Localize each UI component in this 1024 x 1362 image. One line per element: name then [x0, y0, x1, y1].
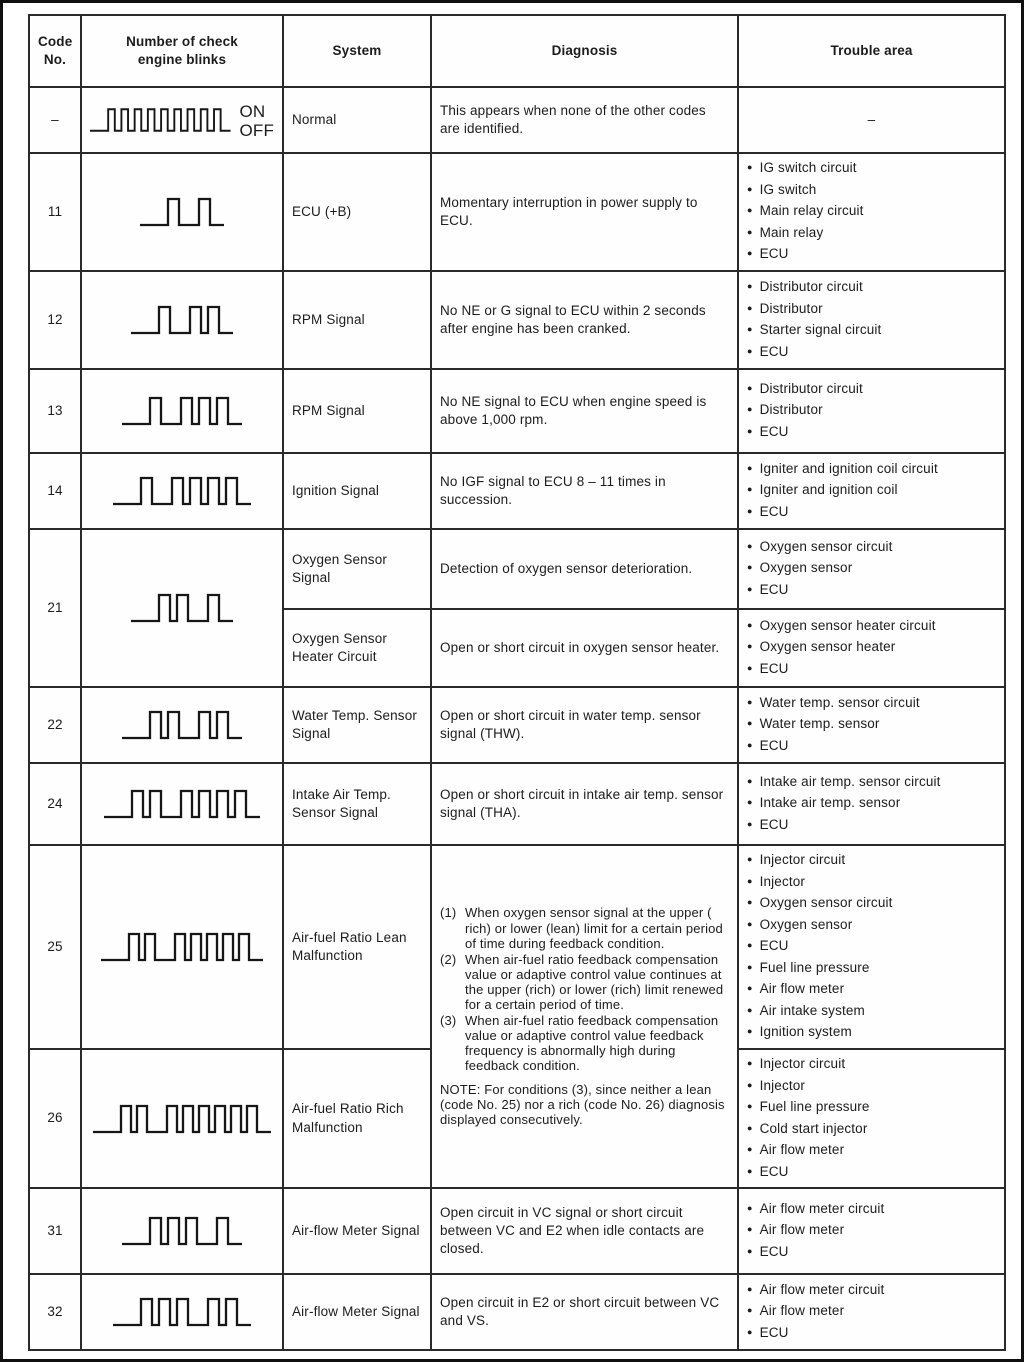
table-row-code-14	[29, 453, 1005, 529]
trouble-item: ● Injector	[747, 873, 806, 889]
trouble-area-cell	[738, 369, 1005, 453]
trouble-item: ● Water temp. sensor	[747, 716, 880, 732]
pulse-waveform-svg	[131, 591, 233, 625]
blink-pattern-cell	[81, 87, 283, 153]
blink-pattern-cell	[81, 369, 283, 453]
on-label: ON	[239, 101, 266, 121]
blink-waveform	[90, 1102, 274, 1136]
on-off-labels	[240, 102, 274, 139]
blink-waveform	[90, 195, 274, 229]
diagnosis-cell: Momentary interruption in power supply to ECU.	[431, 153, 738, 271]
pulse-waveform-svg	[131, 303, 233, 337]
table-row-code-11	[29, 153, 1005, 271]
system-cell: Intake Air Temp. Sensor Signal	[283, 763, 431, 845]
trouble-item: ● Intake air temp. sensor circuit	[747, 773, 941, 789]
header-system: System	[283, 15, 431, 87]
table-row-code-13	[29, 369, 1005, 453]
system-cell: Oxygen Sensor Heater Circuit	[283, 609, 431, 687]
blink-waveform	[90, 474, 274, 508]
code-cell: 26	[29, 1049, 81, 1188]
pulse-waveform-svg	[101, 930, 263, 964]
diagnosis-condition-item: (1) When oxygen sensor signal at the upper ( rich) or lower (lean) limit for a certain period of time during feedback condition.	[440, 905, 723, 951]
diagnosis-cell: Detection of oxygen sensor deterioration.	[431, 529, 738, 609]
trouble-area-cell	[738, 153, 1005, 271]
diagnostic-trouble-code-table	[28, 14, 1006, 1351]
system-cell: ECU (+B)	[283, 153, 431, 271]
blink-waveform	[90, 787, 274, 821]
system-cell: RPM Signal	[283, 271, 431, 369]
trouble-item: ● ECU	[747, 1324, 789, 1340]
blink-waveform	[90, 1214, 274, 1248]
diagnosis-cell: No NE or G signal to ECU within 2 seconds after engine has been cranked.	[431, 271, 738, 369]
trouble-item: ● Air intake system	[747, 1002, 865, 1018]
system-cell: Air-fuel Ratio Rich Malfunction	[283, 1049, 431, 1188]
system-cell: RPM Signal	[283, 369, 431, 453]
blink-pattern-cell	[81, 687, 283, 763]
pulse-waveform-svg	[140, 195, 224, 229]
trouble-item: ● Main relay	[747, 224, 824, 240]
diagnostic-code-table-page	[3, 3, 1021, 1351]
trouble-item: ● ECU	[747, 1163, 789, 1179]
blink-waveform	[90, 930, 274, 964]
system-cell: Normal	[283, 87, 431, 153]
system-cell: Ignition Signal	[283, 453, 431, 529]
header-row	[29, 15, 1005, 87]
diagnosis-cell: Open circuit in VC signal or short circuit between VC and E2 when idle contacts are closed.	[431, 1188, 738, 1274]
trouble-area-cell	[738, 1049, 1005, 1188]
diagnosis-condition-item: (2) When air-fuel ratio feedback compensation value or adaptive control value continues at the upper (rich) or lower (rich) limit renewed for a certain period of time.	[440, 951, 724, 1012]
system-cell: Air-flow Meter Signal	[283, 1188, 431, 1274]
trouble-item: ● Oxygen sensor heater circuit	[747, 617, 936, 633]
trouble-item: ● Main relay circuit	[747, 203, 864, 219]
trouble-area-cell	[738, 845, 1005, 1049]
trouble-item: ● Intake air temp. sensor	[747, 795, 901, 811]
code-cell: 25	[29, 845, 81, 1049]
blink-waveform	[90, 1295, 274, 1329]
trouble-area-cell	[738, 609, 1005, 687]
code-cell: 14	[29, 453, 81, 529]
blink-pattern-cell	[81, 153, 283, 271]
diagnosis-cell: Open circuit in E2 or short circuit between VC and VS.	[431, 1274, 738, 1350]
trouble-area-cell	[738, 453, 1005, 529]
trouble-area-cell: –	[738, 87, 1005, 153]
blink-waveform	[90, 591, 274, 625]
code-cell: 13	[29, 369, 81, 453]
diagnosis-conditions-list	[440, 905, 729, 1073]
trouble-item: ● Distributor circuit	[747, 380, 863, 396]
diagnosis-cell: Open or short circuit in water temp. sensor signal (THW).	[431, 687, 738, 763]
trouble-item: ● Injector circuit	[747, 1056, 846, 1071]
trouble-item: ● Igniter and ignition coil circuit	[747, 460, 938, 476]
code-cell: 32	[29, 1274, 81, 1350]
trouble-item: ● ECU	[747, 343, 789, 359]
diagnosis-cell: Open or short circuit in intake air temp. sensor signal (THA).	[431, 763, 738, 845]
code-cell: –	[29, 87, 81, 153]
table-row-code-21-oxygen-sensor	[29, 529, 1005, 609]
trouble-item: ● IG switch	[747, 181, 817, 197]
trouble-item: ● Oxygen sensor heater	[747, 639, 896, 655]
blink-pattern-cell	[81, 845, 283, 1049]
trouble-item: ● Distributor	[747, 402, 823, 418]
trouble-item: ● ECU	[747, 581, 789, 597]
trouble-item: ● Ignition system	[747, 1024, 852, 1039]
code-cell: 11	[29, 153, 81, 271]
system-cell: Water Temp. Sensor Signal	[283, 687, 431, 763]
diagnosis-cell-merged	[431, 845, 738, 1188]
table-row-normal	[29, 87, 1005, 153]
trouble-item: ● Air flow meter	[747, 981, 845, 996]
trouble-item: ● ECU	[747, 1243, 789, 1259]
diagnosis-cell: No NE signal to ECU when engine speed is above 1,000 rpm.	[431, 369, 738, 453]
header-blinks: Number of check engine blinks	[81, 15, 283, 87]
trouble-item: ● Air flow meter	[747, 1222, 845, 1238]
trouble-item: ● Distributor circuit	[747, 279, 863, 294]
blink-pattern-cell	[81, 763, 283, 845]
trouble-item: ● Oxygen sensor circuit	[747, 895, 893, 910]
blink-pattern-cell	[81, 1188, 283, 1274]
blink-pattern-cell	[81, 529, 283, 687]
trouble-item: ● ECU	[747, 938, 789, 953]
diagnosis-cell: Open or short circuit in oxygen sensor heater.	[431, 609, 738, 687]
diagnosis-note: NOTE: For conditions (3), since neither a lean (code No. 25) nor a rich (code No. 26) diagnosis displayed consecutively.	[440, 1082, 725, 1128]
code-cell: 21	[29, 529, 81, 687]
system-cell: Air-flow Meter Signal	[283, 1274, 431, 1350]
trouble-item: ● Oxygen sensor	[747, 916, 853, 932]
header-code-no: Code No.	[29, 15, 81, 87]
trouble-area-cell	[738, 1274, 1005, 1350]
trouble-item: ● Oxygen sensor circuit	[747, 538, 893, 554]
blink-waveform	[90, 102, 274, 139]
header-trouble-area: Trouble area	[738, 15, 1005, 87]
table-row-code-12	[29, 271, 1005, 369]
trouble-area-cell	[738, 687, 1005, 763]
trouble-item: ● ECU	[747, 423, 789, 439]
pulse-waveform-svg	[122, 394, 242, 428]
trouble-item: ● Injector circuit	[747, 852, 846, 867]
trouble-item: ● Fuel line pressure	[747, 959, 870, 975]
trouble-area-cell	[738, 271, 1005, 369]
pulse-waveform-svg	[113, 1295, 251, 1329]
pulse-waveform-svg	[122, 1214, 242, 1248]
table-row-code-25	[29, 845, 1005, 1049]
trouble-item: ● Air flow meter circuit	[747, 1200, 885, 1216]
pulse-waveform-svg	[113, 474, 251, 508]
trouble-item: ● Air flow meter	[747, 1303, 845, 1319]
table-row-code-32	[29, 1274, 1005, 1350]
code-cell: 12	[29, 271, 81, 369]
blink-waveform	[90, 394, 274, 428]
system-cell: Oxygen Sensor Signal	[283, 529, 431, 609]
trouble-area-cell	[738, 763, 1005, 845]
blink-pattern-cell	[81, 271, 283, 369]
trouble-area-cell	[738, 529, 1005, 609]
trouble-item: ● Starter signal circuit	[747, 322, 882, 337]
table-row-code-24	[29, 763, 1005, 845]
blink-pattern-cell	[81, 1274, 283, 1350]
trouble-area-cell	[738, 1188, 1005, 1274]
trouble-item: ● ECU	[747, 503, 789, 519]
trouble-item: ● Air flow meter circuit	[747, 1281, 885, 1297]
blink-pattern-cell	[81, 1049, 283, 1188]
trouble-item: ● ECU	[747, 660, 789, 676]
off-label: OFF	[239, 120, 274, 140]
code-cell: 22	[29, 687, 81, 763]
diagnosis-cell: This appears when none of the other codes are identified.	[431, 87, 738, 153]
blink-pattern-cell	[81, 453, 283, 529]
table-row-code-22	[29, 687, 1005, 763]
pulse-waveform-svg	[90, 103, 231, 137]
code-cell: 31	[29, 1188, 81, 1274]
diagnosis-condition-item: (3) When air-fuel ratio feedback compensation value or adaptive control value feedback frequency is abnormally high during feedback condition.	[440, 1013, 719, 1074]
header-diagnosis: Diagnosis	[431, 15, 738, 87]
blink-waveform	[90, 303, 274, 337]
code-cell: 24	[29, 763, 81, 845]
system-cell: Air-fuel Ratio Lean Malfunction	[283, 845, 431, 1049]
pulse-waveform-svg	[104, 787, 260, 821]
trouble-item: ● Water temp. sensor circuit	[747, 694, 920, 710]
pulse-waveform-svg	[93, 1102, 271, 1136]
blink-waveform	[90, 708, 274, 742]
trouble-item: ● ECU	[747, 737, 789, 753]
trouble-item: ● IG switch circuit	[747, 160, 857, 176]
trouble-item: ● Distributor	[747, 300, 823, 316]
trouble-item: ● Oxygen sensor	[747, 560, 853, 576]
trouble-item: ● Cold start injector	[747, 1120, 868, 1136]
trouble-item: ● ECU	[747, 816, 789, 832]
trouble-item: ● Igniter and ignition coil	[747, 482, 898, 498]
pulse-waveform-svg	[122, 708, 242, 742]
trouble-item: ● Air flow meter	[747, 1142, 845, 1157]
table-row-code-31	[29, 1188, 1005, 1274]
trouble-item: ● Injector	[747, 1077, 806, 1093]
diagnosis-cell: No IGF signal to ECU 8 – 11 times in succession.	[431, 453, 738, 529]
trouble-item: ● Fuel line pressure	[747, 1099, 870, 1114]
trouble-item: ● ECU	[747, 246, 789, 262]
